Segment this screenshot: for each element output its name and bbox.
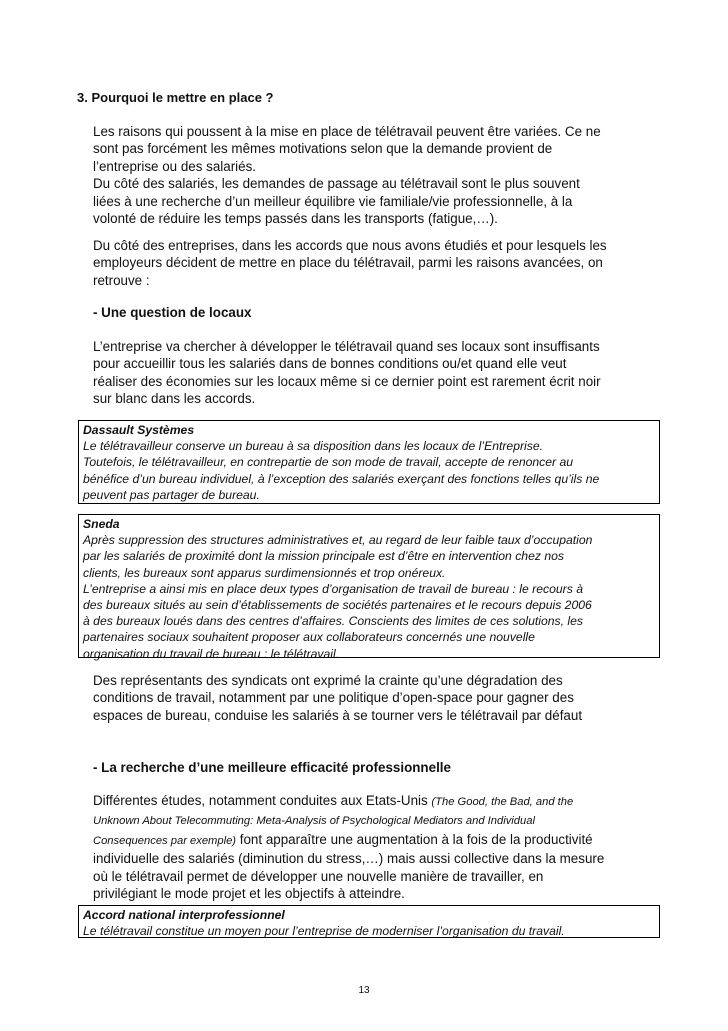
paragraph-line: sur blanc dans les accords. [93, 391, 256, 407]
paragraph-line: Du côté des entreprises, dans les accords que nous avons étudiés et pour lesquels les [93, 238, 607, 253]
paragraph-line: L’entreprise va chercher à développer le télétravail quand ses locaux sont insuffisants [93, 339, 600, 354]
quote-line: Toutefois, le télétravailleur, en contrepartie de son mode de travail, accepte de renoncer au [83, 455, 574, 470]
paragraph-line: retrouve : [93, 272, 150, 288]
study-reference: Unknown About Telecommuting: Meta-Analysis of Psychological Mediators and Individual [93, 815, 535, 828]
quote-box-title: Dassault Systèmes [83, 423, 195, 437]
quote-line: Le télétravail constitue un moyen pour l’entreprise de moderniser l’organisation du travail. [83, 924, 565, 939]
paragraph-text: font apparaître une augmentation à la fois de la productivité [236, 831, 593, 847]
quote-line: des bureaux situés au sein d’établissements de sociétés partenaires et le recours depuis 2006 [83, 598, 592, 613]
quote-box-ani [78, 905, 660, 938]
quote-line: Après suppression des structures administratives et, au regard de leur faible taux d’occupation [83, 533, 593, 548]
quote-line: L’entreprise a ainsi mis en place deux types d’organisation de travail de bureau : le recours à [83, 581, 583, 596]
quote-line: par les salariés de proximité dont la mission principale est d’être en intervention chez nos [83, 549, 564, 564]
paragraph-line: Les raisons qui poussent à la mise en place de télétravail peuvent être variées. Ce ne [93, 124, 601, 139]
quote-box-title: Sneda [83, 517, 120, 531]
section-heading: 3. Pourquoi le mettre en place ? [77, 90, 274, 105]
subheading-locaux: - Une question de locaux [93, 305, 252, 320]
paragraph-line: volonté de réduire les temps passés dans les transports (fatigue,…). [93, 211, 498, 227]
study-reference: (The Good, the Bad, and the [431, 796, 574, 808]
paragraph-line: réaliser des économies sur les locaux même si ce dernier point est rarement écrit noir [93, 373, 601, 389]
quote-box-dassault [78, 420, 660, 504]
paragraph-line: conditions de travail, notamment par une politique d’open-space pour gagner des [93, 690, 574, 706]
paragraph-intro [93, 123, 660, 227]
paragraph-line: Du côté des salariés, les demandes de passage au télétravail sont le plus souvent [93, 176, 580, 192]
paragraph-line: pour accueillir tous les salariés dans de bonnes conditions ou/et quand elle veut [93, 356, 567, 372]
quote-line: bénéfice d’un bureau individuel, à l’exception des salariés exerçant des fonctions telles qu’ils ne [83, 471, 600, 486]
paragraph-line: sont pas forcément les mêmes motivations selon que la demande provient de [93, 141, 553, 157]
paragraph-line [93, 811, 660, 830]
quote-line: Le télétravailleur conserve un bureau à sa disposition dans les locaux de l’Entreprise. [83, 439, 544, 454]
quote-line: peuvent pas partager de bureau. [83, 487, 260, 502]
quote-line: à des bureaux loués dans des centres d’affaires. Conscients des limites de ces solutions, les [83, 614, 583, 629]
paragraph-syndicats [93, 672, 660, 724]
subheading-efficacite: - La recherche d’une meilleure efficacité professionnelle [93, 760, 451, 775]
paragraph-line: Des représentants des syndicats ont exprimé la crainte qu’une dégradation des [93, 673, 563, 688]
quote-line: partenaires sociaux souhaitent proposer aux collaborateurs concernés une nouvelle [83, 630, 535, 645]
paragraph-line [93, 831, 660, 850]
page-number: 13 [358, 985, 370, 996]
paragraph-locaux [93, 338, 660, 408]
paragraph-etudes [93, 792, 660, 902]
paragraph-line: privilégiant le mode projet et les objectifs à atteindre. [93, 886, 405, 902]
study-reference: Consequences par exemple) [93, 834, 237, 847]
paragraph-line [93, 792, 660, 811]
paragraph-line: l’entreprise ou des salariés. [93, 158, 257, 174]
paragraph-text: Différentes études, notamment conduites aux Etats-Unis [93, 793, 432, 808]
paragraph-line: employeurs décident de mettre en place du télétravail, parmi les raisons avancées, on [93, 255, 603, 271]
paragraph-line: individuelle des salariés (diminution du stress,…) mais aussi collective dans la mesure [93, 851, 605, 867]
quote-box-title: Accord national interprofessionnel [83, 908, 285, 922]
quote-line: organisation du travail de bureau : le télétravail. [83, 646, 340, 661]
paragraph-line: où le télétravail permet de développer une nouvelle manière de travailler, en [93, 868, 544, 884]
paragraph-line: espaces de bureau, conduise les salariés à se tourner vers le télétravail par défaut [93, 707, 583, 723]
quote-box-sneda [78, 514, 660, 661]
quote-line: clients, les bureaux sont apparus surdimensionnés et trop onéreux. [83, 565, 446, 580]
paragraph-entreprises [93, 237, 660, 289]
paragraph-line: liées à une recherche d’un meilleur équilibre vie familiale/vie professionnelle, à la [93, 193, 573, 209]
